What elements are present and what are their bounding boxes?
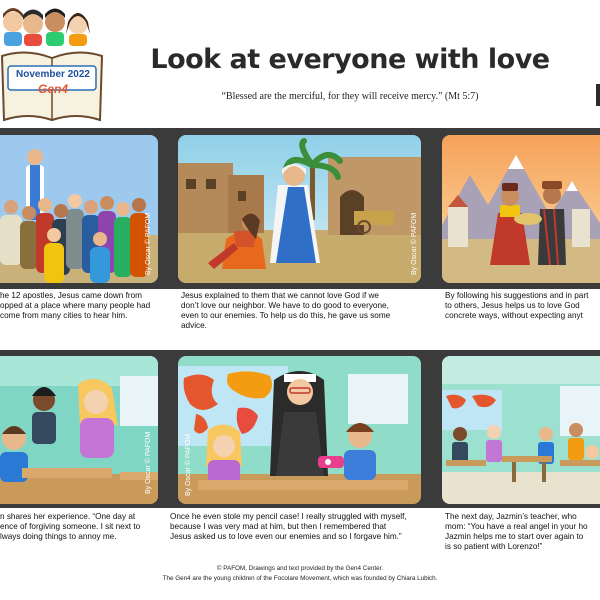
bible-quote: “Blessed are the merciful, for they will receive mercy.” (Mt 5:7) xyxy=(221,91,479,102)
comic-panel-3 xyxy=(442,135,600,283)
comic-panel-5 xyxy=(178,356,421,504)
illustrator-signature: By Oscar © PAFOM xyxy=(145,431,152,494)
comic-panel-2 xyxy=(178,135,421,283)
panel-caption-2: Jesus explained to them that we cannot love God if we don’t love our neighbor. We have to do good to everyone, even to our enemies. To help us do this, he gave us some advice. xyxy=(181,291,391,330)
illustrator-signature: By Oscar © PAFOM xyxy=(185,433,192,496)
gen4-logo xyxy=(0,0,104,122)
panel-caption-6: The next day, Jazmin’s teacher, who mom: “You have a real angel in your ho Jazmin helps me to start over again to is so patient with Lorenzo!” xyxy=(445,512,588,551)
panel-caption-3: By following his suggestions and in part to others, Jesus helps us to love God concrete ways, without expecting anyt xyxy=(445,291,589,320)
comic-panel-6 xyxy=(442,356,600,504)
comic-panel-1 xyxy=(0,135,158,283)
page-edge-mark xyxy=(596,84,600,106)
illustrator-signature: By Oscar © PAFOM xyxy=(145,212,152,275)
comic-panel-4 xyxy=(0,356,158,504)
panel-caption-5: Once he even stole my pencil case! I really struggled with myself, because I was very mad at him, but then I remembered that Jesus asked us to love even our enemies and so I forgave him.” xyxy=(170,512,407,541)
footer-credit: © PAFOM, Drawings and text provided by the Gen4 Center. xyxy=(216,565,384,572)
page-title: Look at everyone with love xyxy=(150,44,550,75)
logo-month: November 2022 xyxy=(16,69,90,80)
panel-caption-1: he 12 apostles, Jesus came down from opped at a place where many people had come from many cities to hear him. xyxy=(0,291,151,320)
illustrator-signature: By Oscar © PAFOM xyxy=(411,212,418,275)
panel-caption-4: n shares her experience. “One day at ence of forgiving someone. I sit next to lways doing things to annoy me. xyxy=(0,512,141,541)
logo-brand: Gen4 xyxy=(37,82,68,96)
footer-note: The Gen4 are the young children of the Focolare Movement, which was founded by Chiara Lubich. xyxy=(162,575,438,582)
